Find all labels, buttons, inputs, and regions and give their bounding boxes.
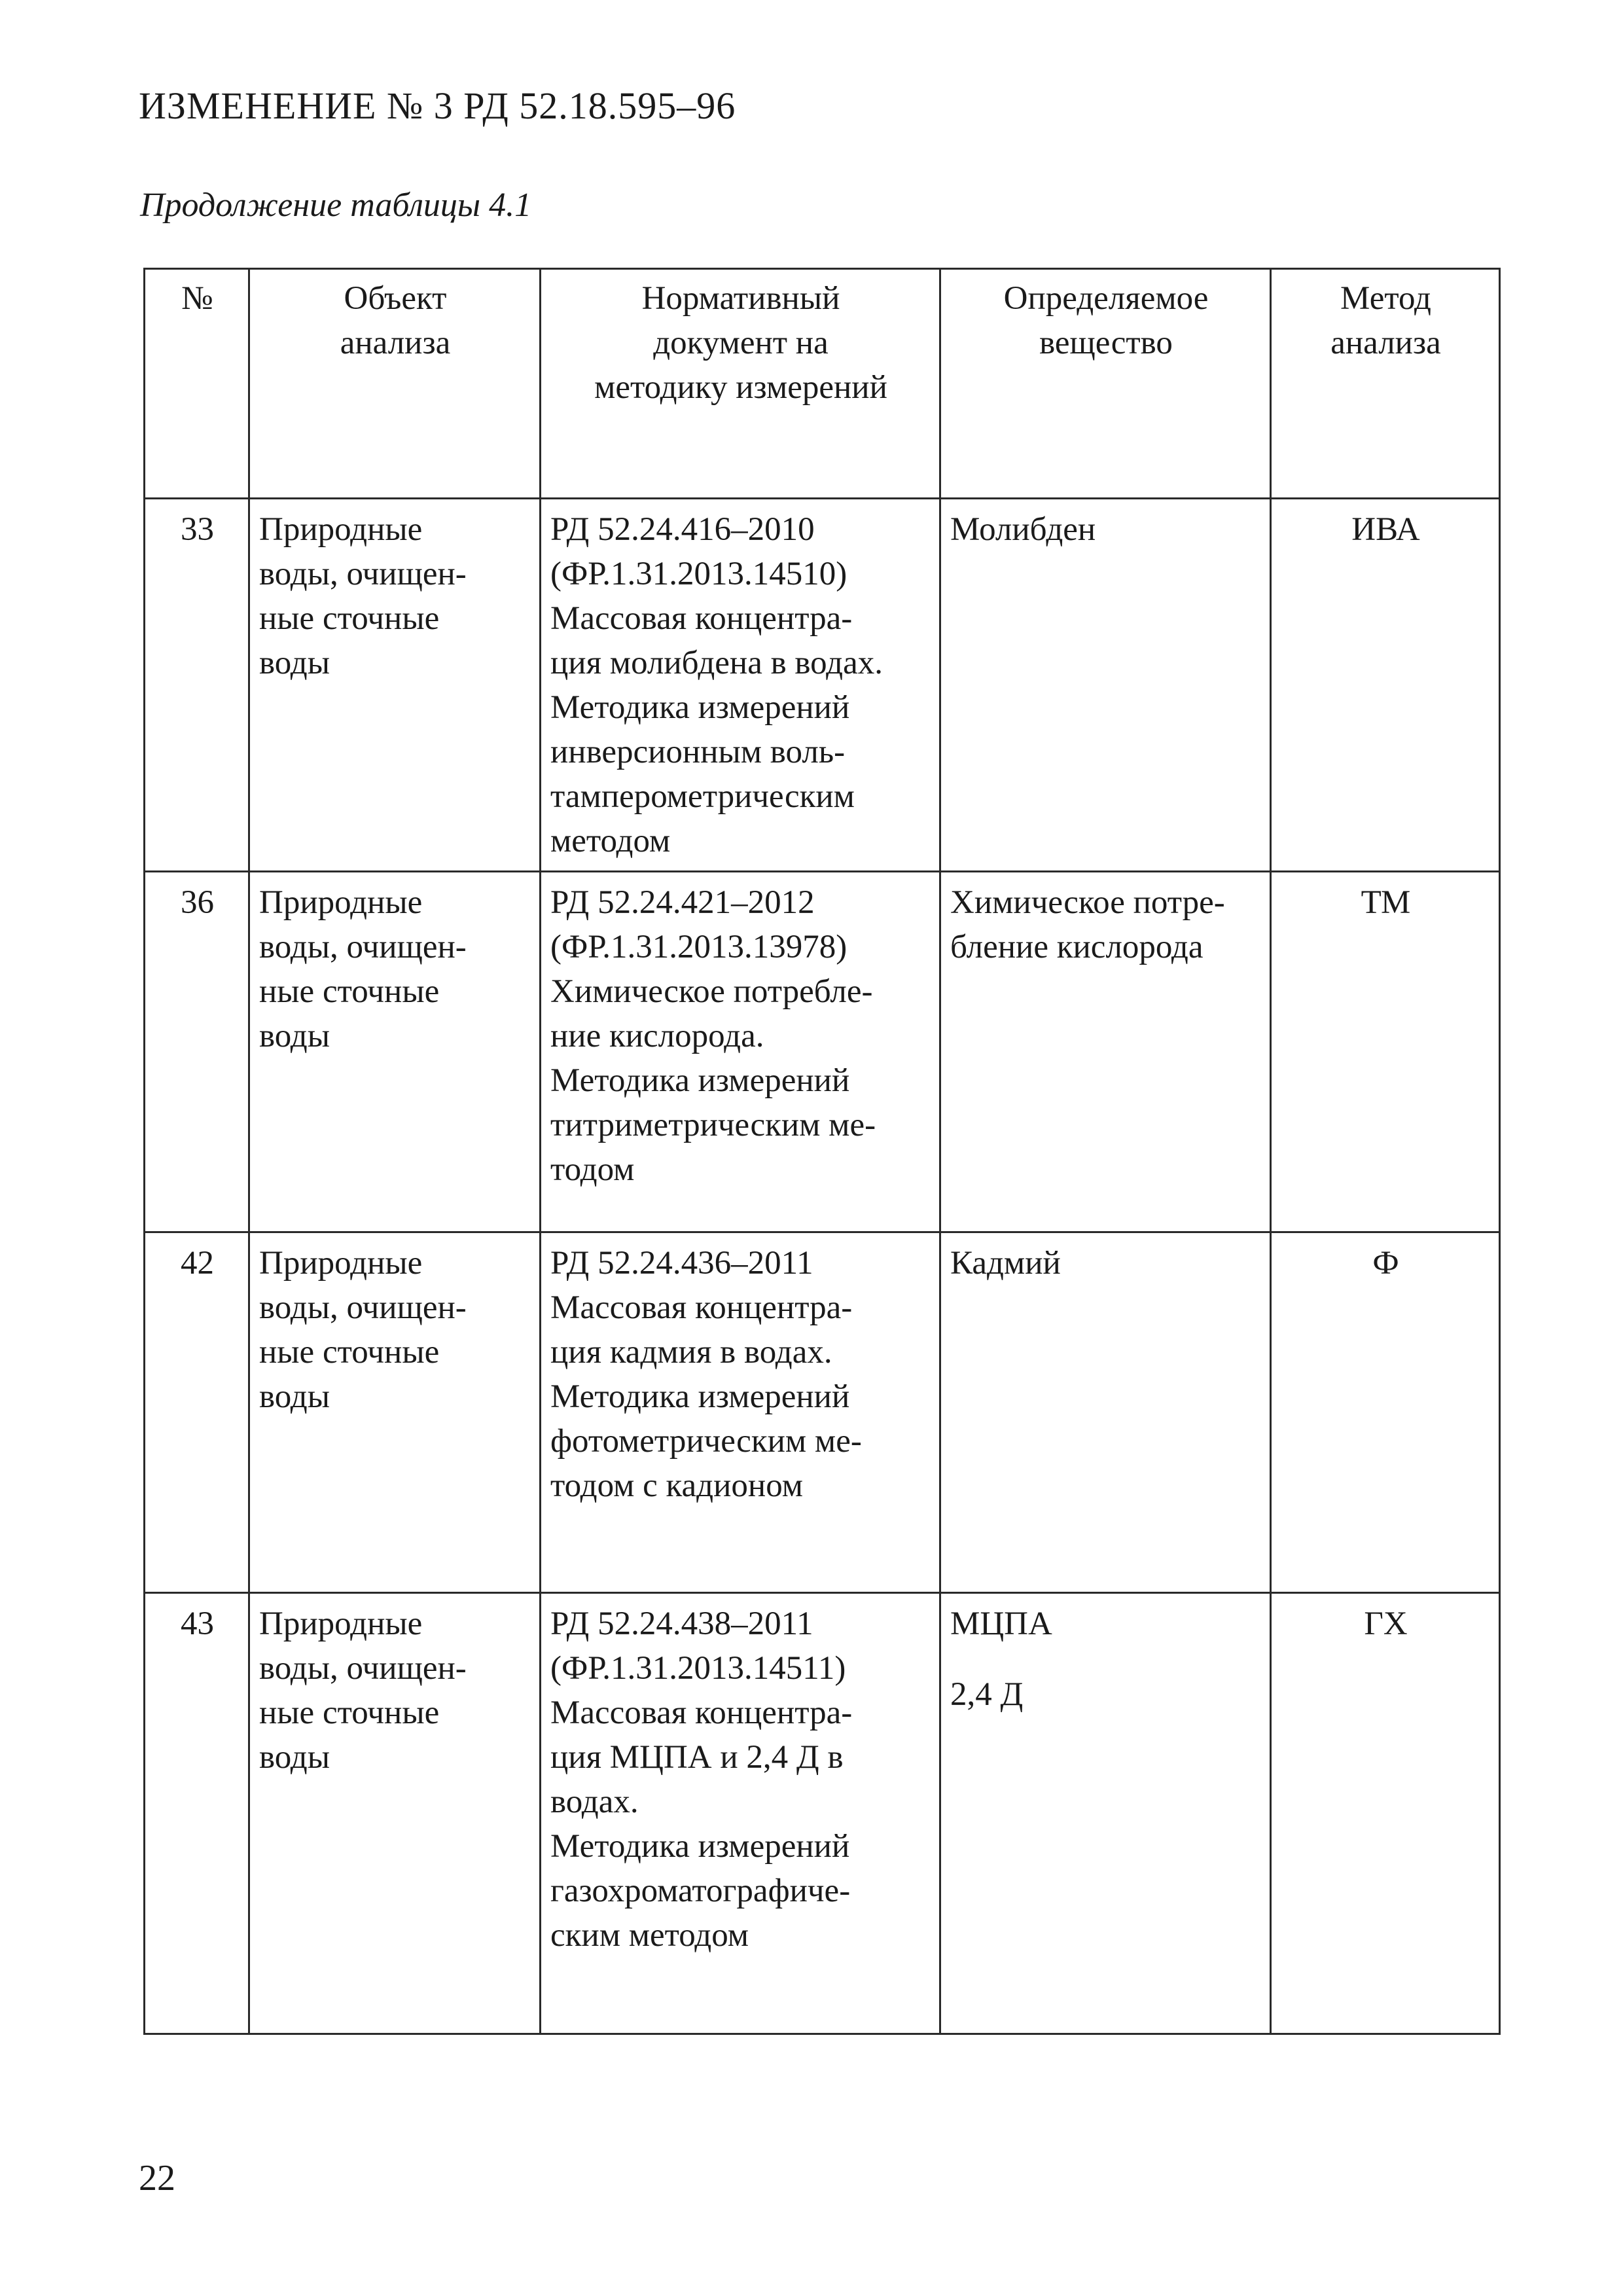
row-method: ТМ	[1271, 872, 1500, 1232]
row-number: 42	[145, 1232, 249, 1593]
row-document: РД 52.24.421–2012 (ФР.1.31.2013.13978) Химическое потребле- ние кислорода. Методика измерений титриметрическим ме- тодом	[541, 872, 940, 1232]
row-number: 43	[145, 1593, 249, 2034]
row-object: Природные воды, очищен- ные сточные воды	[249, 872, 541, 1232]
row-object: Природные воды, очищен- ные сточные воды	[249, 1232, 541, 1593]
row-method: ИВА	[1271, 499, 1500, 872]
row-number: 36	[145, 872, 249, 1232]
row-substance: Химическое потре- бление кислорода	[940, 872, 1271, 1232]
row-substance: Кадмий	[940, 1232, 1271, 1593]
row-substance: МЦПА 2,4 Д	[940, 1593, 1271, 2034]
row-method: ГХ	[1271, 1593, 1500, 2034]
row-object: Природные воды, очищен- ные сточные воды	[249, 1593, 541, 2034]
substance-spacer	[950, 1646, 1262, 1672]
row-document: РД 52.24.436–2011 Массовая концентра- ция кадмия в водах. Методика измерений фотометрическим ме- тодом с кадионом	[541, 1232, 940, 1593]
header-object: Объект анализа	[249, 269, 541, 499]
table-row	[145, 499, 1500, 872]
header-number: №	[145, 269, 249, 499]
header-substance: Определяемое вещество	[940, 269, 1271, 499]
row-method: Ф	[1271, 1232, 1500, 1593]
document-header: ИЗМЕНЕНИЕ № 3 РД 52.18.595–96	[139, 84, 736, 127]
analysis-methods-table	[143, 268, 1501, 2035]
header-method: Метод анализа	[1271, 269, 1500, 499]
table-row	[145, 1593, 1500, 2034]
page-number: 22	[139, 2158, 175, 2198]
row-substance: Молибден	[940, 499, 1271, 872]
row-document: РД 52.24.438–2011 (ФР.1.31.2013.14511) Массовая концентра- ция МЦПА и 2,4 Д в водах. Методика измерений газохроматографиче- ским методом	[541, 1593, 940, 2034]
table-header-row	[145, 269, 1500, 499]
table-row	[145, 872, 1500, 1232]
row-document: РД 52.24.416–2010 (ФР.1.31.2013.14510) Массовая концентра- ция молибдена в водах. Методика измерений инверсионным воль- тамперометрическим методом	[541, 499, 940, 872]
header-document: Нормативный документ на методику измерений	[541, 269, 940, 499]
row-object: Природные воды, очищен- ные сточные воды	[249, 499, 541, 872]
row-number: 33	[145, 499, 249, 872]
table-continuation-caption: Продолжение таблицы 4.1	[140, 187, 532, 224]
table-row	[145, 1232, 1500, 1593]
